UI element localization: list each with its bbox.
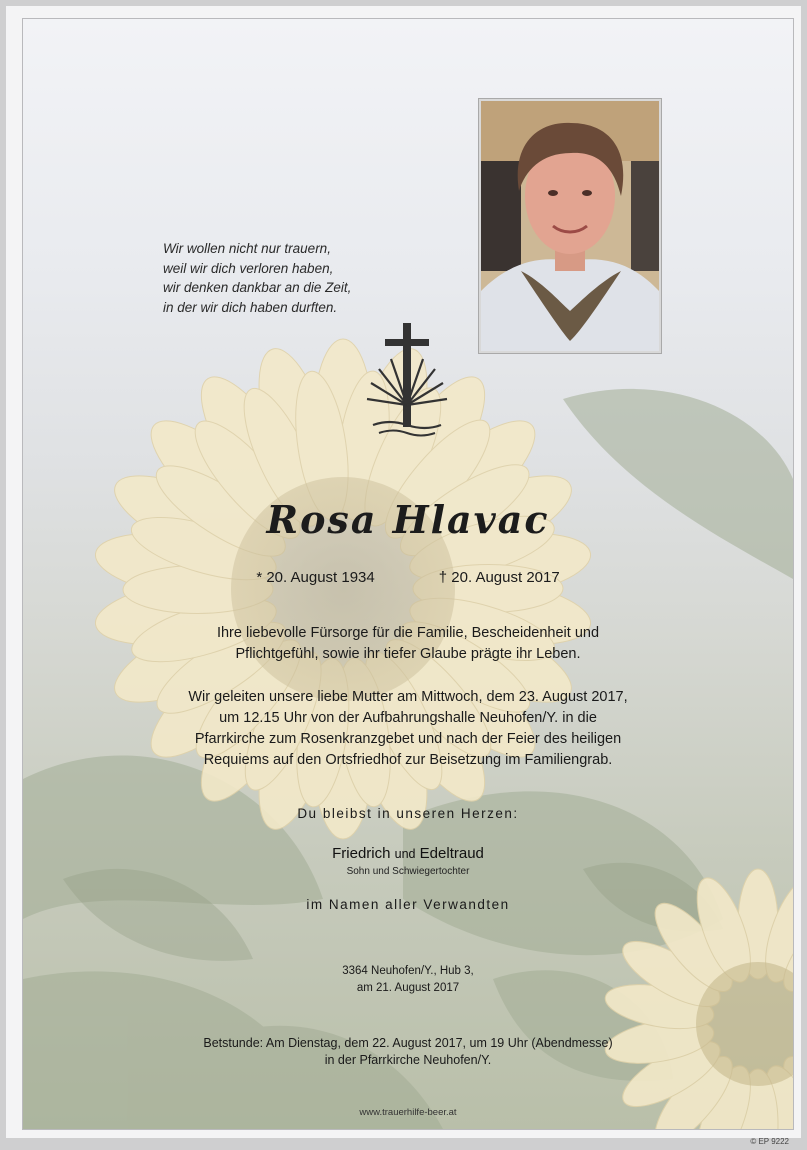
paper-sheet <box>6 6 801 1146</box>
quote-line: Wir wollen nicht nur trauern, <box>163 241 331 256</box>
cross-with-rays-icon <box>359 319 455 445</box>
print-code: © EP 9222 <box>750 1137 789 1146</box>
relatives-line: im Namen aller Verwandten <box>306 897 510 912</box>
website-link[interactable]: www.trauerhilfe-beer.at <box>359 1107 457 1118</box>
birth-date: * 20. August 1934 <box>256 569 375 586</box>
mourner-names <box>23 845 793 862</box>
address-line: am 21. August 2017 <box>356 982 460 994</box>
portrait-photo <box>479 99 661 353</box>
obituary-card <box>22 18 794 1130</box>
quote-line: weil wir dich verloren haben, <box>163 260 334 276</box>
deceased-name: Rosa Hlavac <box>266 497 550 542</box>
mourner-relation: Sohn und Schwiegertochter <box>346 866 470 877</box>
in-our-hearts-heading: Du bleibst in unseren Herzen: <box>297 806 519 821</box>
address-line: 3364 Neuhofen/Y., Hub 3, <box>342 965 474 977</box>
funeral-line: Pfarrkirche zum Rosenkranzgebet und nach der Feier des heiligen <box>194 731 622 747</box>
prayer-hour <box>23 1035 793 1069</box>
prayer-line: Betstunde: Am Dienstag, dem 22. August 2017, um 19 Uhr (Abendmesse) <box>203 1036 613 1050</box>
mourner-name-2: Edeltraud <box>419 845 484 862</box>
funeral-line: um 12.15 Uhr von der Aufbahrungshalle Neuhofen/Y. in die <box>219 710 597 726</box>
quote-line: wir denken dankbar an die Zeit, <box>163 280 352 295</box>
address-block <box>23 963 793 997</box>
life-dates <box>23 569 793 586</box>
mourner-name-1: Friedrich <box>332 845 391 862</box>
mourner-joiner: und <box>394 847 416 861</box>
quote-line: in der wir dich haben durften. <box>163 299 338 315</box>
funeral-line: Wir geleiten unsere liebe Mutter am Mittwoch, dem 23. August 2017, <box>188 689 628 705</box>
tribute-line: Pflichtgefühl, sowie ihr tiefer Glaube prägte ihr Leben. <box>235 646 581 662</box>
tribute-line: Ihre liebevolle Fürsorge für die Familie, Bescheidenheit und <box>216 625 600 641</box>
prayer-line: in der Pfarrkirche Neuhofen/Y. <box>324 1053 492 1067</box>
death-date: † 20. August 2017 <box>438 569 560 586</box>
funeral-details <box>23 687 793 771</box>
funeral-line: Requiems auf den Ortsfriedhof zur Beisetzung im Familiengrab. <box>203 752 613 768</box>
memorial-quote <box>163 239 423 317</box>
tribute-text <box>23 623 793 665</box>
